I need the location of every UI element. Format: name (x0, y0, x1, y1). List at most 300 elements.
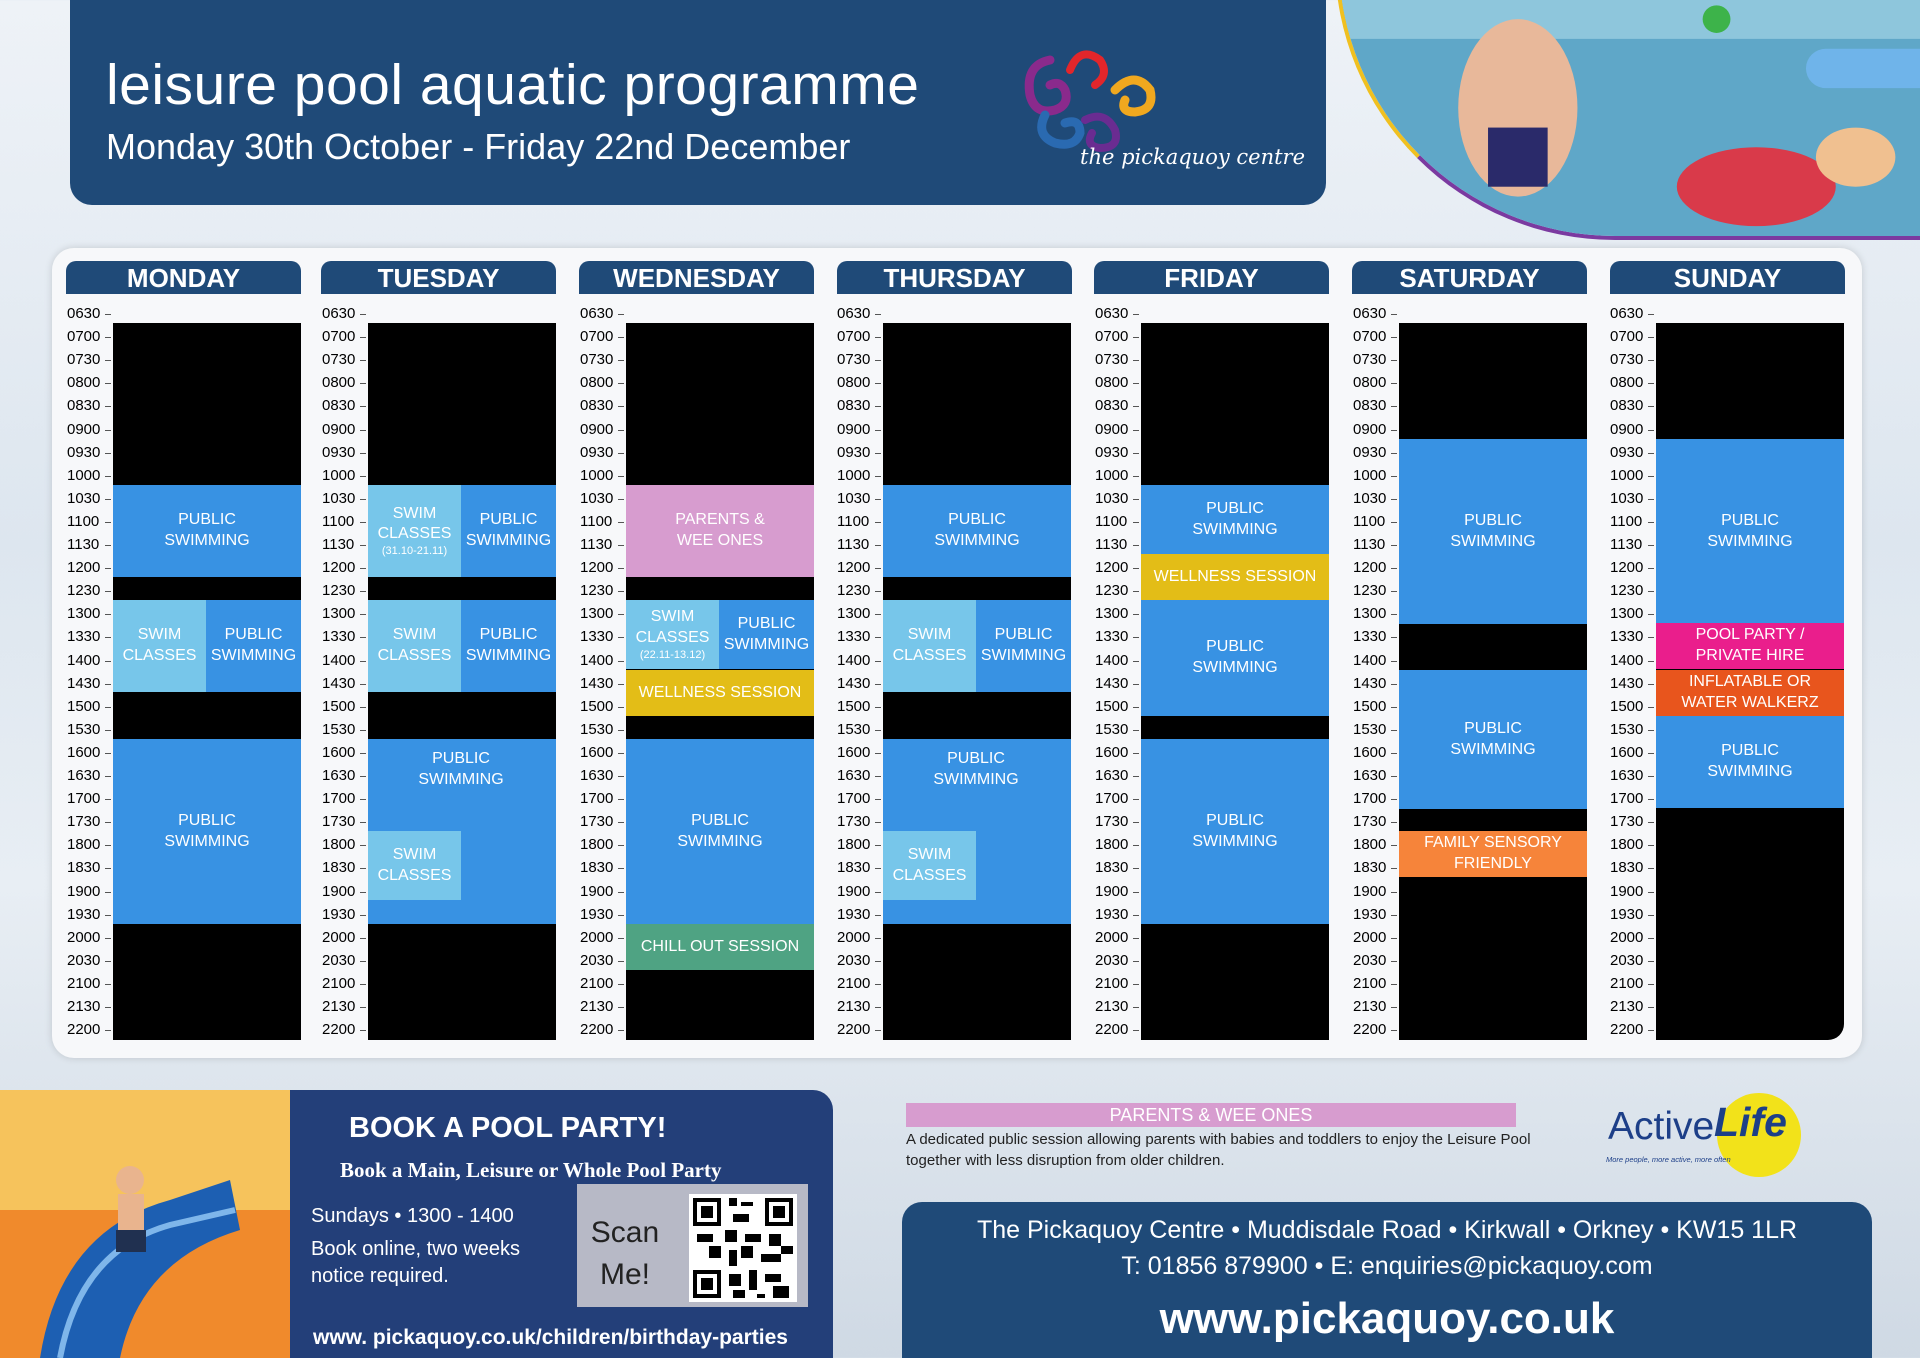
time-label: 2200 (580, 1022, 626, 1038)
time-label: 1030 (67, 491, 113, 507)
time-label: 0900 (1095, 422, 1141, 438)
time-label: 1800 (1095, 837, 1141, 853)
session-label: PARENTS & WEE ONES (675, 511, 765, 549)
header-photo (1335, 0, 1920, 240)
time-label: 2130 (67, 999, 113, 1015)
session-block-pub[interactable] (883, 485, 1071, 577)
time-label: 1800 (837, 837, 883, 853)
time-label: 1000 (67, 468, 113, 484)
time-label: 2030 (1610, 953, 1656, 969)
time-label: 0800 (1610, 375, 1656, 391)
session-label: SWIM CLASSES (892, 845, 967, 884)
session-block-chill[interactable] (626, 924, 814, 970)
time-label: 1030 (837, 491, 883, 507)
time-label: 1230 (1095, 583, 1141, 599)
session-block-pub[interactable] (206, 600, 301, 692)
time-label: 0830 (1610, 398, 1656, 414)
session-note: (31.10-21.11) (381, 545, 448, 558)
time-label: 0900 (580, 422, 626, 438)
time-label: 1230 (1610, 583, 1656, 599)
time-label: 1500 (1610, 699, 1656, 715)
session-label: SWIM CLASSES (377, 504, 452, 543)
time-label: 2000 (1610, 930, 1656, 946)
day-header-saturday: SATURDAY (1352, 261, 1587, 294)
time-label: 1200 (1353, 560, 1399, 576)
time-label: 1400 (1095, 653, 1141, 669)
time-label: 0800 (67, 375, 113, 391)
time-label: 1330 (837, 629, 883, 645)
session-block-well[interactable] (626, 670, 814, 716)
time-label: 1530 (1095, 722, 1141, 738)
active-life-life: Life (1714, 1099, 1787, 1145)
time-label: 0630 (1095, 306, 1141, 322)
time-label: 1830 (67, 860, 113, 876)
time-label: 0630 (580, 306, 626, 322)
time-label: 2000 (322, 930, 368, 946)
time-label: 1330 (1353, 629, 1399, 645)
session-block-swim[interactable] (883, 831, 976, 900)
time-label: 1630 (580, 768, 626, 784)
time-label: 1630 (67, 768, 113, 784)
time-label: 1230 (1353, 583, 1399, 599)
time-label: 1500 (837, 699, 883, 715)
time-label: 2130 (322, 999, 368, 1015)
time-label: 1330 (580, 629, 626, 645)
time-label: 0800 (580, 375, 626, 391)
time-label: 1400 (837, 653, 883, 669)
session-note: (22.11-13.12) (639, 648, 706, 661)
time-label: 1430 (67, 676, 113, 692)
time-label: 1600 (1095, 745, 1141, 761)
session-block-pub[interactable] (461, 600, 556, 692)
session-block-pub[interactable] (113, 485, 301, 577)
session-label: PUBLIC SWIMMING (677, 811, 763, 850)
time-label: 1000 (1095, 468, 1141, 484)
time-label: 1000 (1610, 468, 1656, 484)
time-label: 0930 (1610, 445, 1656, 461)
time-label: 1430 (1095, 676, 1141, 692)
time-label: 1700 (837, 791, 883, 807)
time-label: 1700 (580, 791, 626, 807)
time-label: 2200 (1353, 1022, 1399, 1038)
time-label: 1900 (837, 884, 883, 900)
time-label: 1530 (1353, 722, 1399, 738)
session-label: PUBLIC SWIMMING (164, 811, 250, 850)
time-label: 1900 (322, 884, 368, 900)
session-block-pub[interactable] (1399, 670, 1587, 809)
time-label: 1600 (322, 745, 368, 761)
time-label: 1600 (837, 745, 883, 761)
session-label: SWIM CLASSES (635, 608, 710, 646)
time-label: 2130 (1095, 999, 1141, 1015)
time-label: 1200 (837, 560, 883, 576)
time-label: 0730 (1095, 352, 1141, 368)
session-label: PUBLIC SWIMMING (465, 626, 552, 664)
session-label: PUBLIC SWIMMING (934, 511, 1020, 549)
time-label: 0900 (67, 422, 113, 438)
session-block-pub[interactable] (719, 600, 814, 669)
schedule-column-thursday (883, 323, 1071, 1040)
time-label: 1630 (1610, 768, 1656, 784)
time-label: 2130 (1610, 999, 1656, 1015)
schedule-column-tuesday (368, 323, 556, 1040)
time-label: 2000 (67, 930, 113, 946)
time-label: 1130 (1610, 537, 1656, 553)
session-label: PUBLIC SWIMMING (465, 511, 552, 549)
time-label: 0730 (1610, 352, 1656, 368)
time-label: 0700 (1610, 329, 1656, 345)
session-label: PUBLIC SWIMMING (1707, 742, 1793, 780)
session-block-swim[interactable] (368, 831, 461, 900)
time-label: 1600 (1353, 745, 1399, 761)
time-label: 2100 (322, 976, 368, 992)
session-label: WELLNESS SESSION (638, 683, 802, 701)
pool-party-subtitle: Book a Main, Leisure or Whole Pool Party (340, 1158, 722, 1182)
session-label: SWIM CLASSES (122, 626, 197, 664)
time-label: 1830 (322, 860, 368, 876)
session-block-pub[interactable] (626, 739, 814, 924)
time-label: 2000 (1095, 930, 1141, 946)
time-label: 1730 (580, 814, 626, 830)
contact-address: The Pickaquoy Centre • Muddisdale Road • Kirkwall • Orkney • KW15 1LR (976, 1216, 1798, 1244)
time-label: 0630 (1610, 306, 1656, 322)
time-label: 1500 (322, 699, 368, 715)
time-label: 1600 (67, 745, 113, 761)
time-label: 1130 (1095, 537, 1141, 553)
time-label: 1700 (322, 791, 368, 807)
time-label: 1000 (580, 468, 626, 484)
slide-photo (0, 1090, 290, 1358)
time-label: 2100 (67, 976, 113, 992)
session-block-pub[interactable] (1141, 600, 1329, 716)
time-label: 1730 (67, 814, 113, 830)
session-block-well[interactable] (1141, 554, 1329, 600)
time-label: 1630 (837, 768, 883, 784)
pool-party-when: Sundays • 1300 - 1400 (311, 1205, 514, 1227)
time-label: 0730 (322, 352, 368, 368)
time-label: 0830 (322, 398, 368, 414)
time-label: 2200 (837, 1022, 883, 1038)
time-label: 1130 (67, 537, 113, 553)
time-label: 1200 (1610, 560, 1656, 576)
time-label: 0900 (1610, 422, 1656, 438)
time-label: 0930 (67, 445, 113, 461)
time-label: 0900 (837, 422, 883, 438)
session-label: PUBLIC SWIMMING (1192, 638, 1278, 676)
session-block-swim[interactable] (626, 600, 719, 669)
session-label: PUBLIC SWIMMING (980, 626, 1067, 664)
time-label: 1900 (580, 884, 626, 900)
time-label: 0800 (837, 375, 883, 391)
session-label: FAMILY SENSORY FRIENDLY (1424, 834, 1562, 872)
time-label: 0830 (580, 398, 626, 414)
time-label: 1630 (322, 768, 368, 784)
time-label: 0900 (322, 422, 368, 438)
session-block-pub[interactable] (1656, 716, 1844, 808)
time-label: 1000 (1353, 468, 1399, 484)
time-label: 0930 (322, 445, 368, 461)
session-block-pub[interactable] (113, 739, 301, 924)
time-label: 0730 (580, 352, 626, 368)
time-label: 1130 (837, 537, 883, 553)
session-label: PUBLIC SWIMMING (1192, 499, 1278, 538)
qr-box[interactable] (577, 1184, 808, 1307)
time-label: 1930 (1353, 907, 1399, 923)
time-label: 1830 (1095, 860, 1141, 876)
time-label: 1530 (322, 722, 368, 738)
time-label: 1930 (1610, 907, 1656, 923)
session-block-swim[interactable] (883, 600, 976, 692)
time-label: 1030 (1353, 491, 1399, 507)
session-label: PUBLIC SWIMMING (1450, 719, 1536, 758)
session-block-pub[interactable] (1141, 485, 1329, 554)
session-block-pub[interactable] (1656, 439, 1844, 624)
time-label: 1830 (1610, 860, 1656, 876)
contact-box (902, 1202, 1872, 1358)
session-block-pub[interactable] (461, 485, 556, 577)
schedule-column-monday (113, 323, 301, 1040)
legend-description: A dedicated public session allowing parents with babies and toddlers to enjoy the Leisure Pool together with less disruption from older children. (906, 1131, 1531, 1169)
time-label: 2130 (1353, 999, 1399, 1015)
session-label: POOL PARTY / PRIVATE HIRE (1695, 626, 1805, 664)
page-subtitle: Monday 30th October - Friday 22nd December (106, 126, 851, 167)
session-block-pub[interactable] (1141, 739, 1329, 924)
time-label: 1730 (322, 814, 368, 830)
session-block-pwo[interactable] (626, 485, 814, 577)
time-label: 1300 (1610, 606, 1656, 622)
time-label: 1930 (322, 907, 368, 923)
time-label: 1230 (580, 583, 626, 599)
time-label: 1800 (322, 837, 368, 853)
time-label: 1300 (837, 606, 883, 622)
time-label: 1000 (322, 468, 368, 484)
time-label: 1700 (1353, 791, 1399, 807)
time-label: 0930 (837, 445, 883, 461)
time-label: 1900 (1095, 884, 1141, 900)
time-label: 2130 (837, 999, 883, 1015)
session-block-pp[interactable] (1656, 623, 1844, 669)
day-header-wednesday: WEDNESDAY (579, 261, 814, 294)
session-block-pub[interactable] (976, 600, 1071, 692)
time-label: 0830 (1095, 398, 1141, 414)
time-label: 0930 (1353, 445, 1399, 461)
time-label: 1030 (322, 491, 368, 507)
active-life-logo (1604, 1087, 1804, 1177)
time-label: 1030 (1610, 491, 1656, 507)
session-label: PUBLIC SWIMMING (933, 750, 1019, 788)
time-label: 1730 (1353, 814, 1399, 830)
qr-code-icon[interactable] (689, 1194, 797, 1302)
time-label: 0830 (837, 398, 883, 414)
time-label: 0830 (1353, 398, 1399, 414)
time-label: 1600 (580, 745, 626, 761)
time-label: 0800 (1095, 375, 1141, 391)
session-label: SWIM CLASSES (892, 626, 967, 664)
time-label: 1030 (580, 491, 626, 507)
time-label: 2030 (580, 953, 626, 969)
active-life-active: Active (1608, 1105, 1715, 1148)
time-label: 1800 (67, 837, 113, 853)
session-label: PUBLIC SWIMMING (418, 750, 504, 788)
time-label: 1100 (837, 514, 883, 530)
time-label: 2000 (1353, 930, 1399, 946)
time-label: 1300 (67, 606, 113, 622)
time-label: 1930 (1095, 907, 1141, 923)
website-link[interactable]: www.pickaquoy.co.uk (1159, 1294, 1615, 1343)
session-label: INFLATABLE OR WATER WALKERZ (1681, 673, 1819, 711)
session-block-swim[interactable] (368, 600, 461, 692)
time-label: 1130 (322, 537, 368, 553)
day-header-friday: FRIDAY (1094, 261, 1329, 294)
scan-me-label: Scan Me! (590, 1216, 660, 1291)
time-label: 1100 (580, 514, 626, 530)
time-label: 1400 (580, 653, 626, 669)
time-label: 0800 (322, 375, 368, 391)
time-label: 1130 (1353, 537, 1399, 553)
time-label: 1330 (1610, 629, 1656, 645)
time-label: 0900 (1353, 422, 1399, 438)
time-label: 1030 (1095, 491, 1141, 507)
time-label: 0630 (1353, 306, 1399, 322)
time-label: 1100 (1353, 514, 1399, 530)
time-label: 1800 (580, 837, 626, 853)
time-label: 1900 (1610, 884, 1656, 900)
time-label: 1100 (1095, 514, 1141, 530)
time-label: 0630 (322, 306, 368, 322)
day-header-sunday: SUNDAY (1610, 261, 1845, 294)
pool-party-title: BOOK A POOL PARTY! (349, 1112, 667, 1144)
logo-text: the pickaquoy centre (1080, 145, 1306, 169)
time-label: 1430 (1610, 676, 1656, 692)
contact-phone-email[interactable]: T: 01856 879900 • E: enquiries@pickaquoy.com (1121, 1252, 1653, 1280)
session-label: SWIM CLASSES (377, 845, 452, 884)
schedule-column-saturday (1399, 323, 1587, 1040)
time-label: 1400 (67, 653, 113, 669)
time-label: 1300 (1353, 606, 1399, 622)
header-banner (70, 0, 1326, 205)
time-label: 1530 (1610, 722, 1656, 738)
time-label: 1400 (1353, 653, 1399, 669)
time-label: 1330 (1095, 629, 1141, 645)
time-label: 0630 (67, 306, 113, 322)
time-label: 1300 (580, 606, 626, 622)
time-label: 0800 (1353, 375, 1399, 391)
time-label: 1100 (67, 514, 113, 530)
time-label: 1100 (1610, 514, 1656, 530)
time-label: 1630 (1095, 768, 1141, 784)
time-label: 1400 (1610, 653, 1656, 669)
time-label: 1230 (837, 583, 883, 599)
time-label: 0700 (67, 329, 113, 345)
time-label: 2000 (580, 930, 626, 946)
time-label: 1200 (322, 560, 368, 576)
session-label: PUBLIC SWIMMING (723, 614, 810, 653)
time-label: 1430 (837, 676, 883, 692)
session-label: PUBLIC SWIMMING (1192, 811, 1278, 850)
time-label: 1500 (580, 699, 626, 715)
time-label: 0930 (1095, 445, 1141, 461)
time-label: 1700 (1095, 791, 1141, 807)
time-label: 0730 (1353, 352, 1399, 368)
session-block-inf[interactable] (1656, 670, 1844, 716)
time-label: 1900 (67, 884, 113, 900)
session-block-pub[interactable] (1399, 439, 1587, 624)
time-label: 1400 (322, 653, 368, 669)
time-label: 0730 (837, 352, 883, 368)
time-label: 1230 (67, 583, 113, 599)
time-label: 1900 (1353, 884, 1399, 900)
time-label: 1930 (67, 907, 113, 923)
pool-party-booking: Book online, two weeks notice required. (311, 1238, 521, 1287)
time-label: 0700 (322, 329, 368, 345)
time-label: 1830 (837, 860, 883, 876)
time-label: 1930 (837, 907, 883, 923)
session-label: CHILL OUT SESSION (640, 937, 800, 955)
time-label: 2100 (580, 976, 626, 992)
time-label: 1500 (1353, 699, 1399, 715)
time-label: 2030 (322, 953, 368, 969)
legend-title: PARENTS & WEE ONES (906, 1103, 1516, 1127)
time-label: 1430 (1353, 676, 1399, 692)
time-label: 0700 (837, 329, 883, 345)
session-label: PUBLIC SWIMMING (1707, 511, 1793, 550)
time-label: 1330 (67, 629, 113, 645)
time-label: 2030 (1353, 953, 1399, 969)
time-label: 2100 (1095, 976, 1141, 992)
time-label: 2000 (837, 930, 883, 946)
time-label: 1630 (1353, 768, 1399, 784)
time-label: 1530 (580, 722, 626, 738)
time-label: 0730 (67, 352, 113, 368)
time-label: 1200 (1095, 560, 1141, 576)
time-label: 2100 (1610, 976, 1656, 992)
pool-party-link[interactable]: www. pickaquoy.co.uk/children/birthday-parties (313, 1326, 788, 1349)
time-label: 2200 (67, 1022, 113, 1038)
time-label: 1800 (1610, 837, 1656, 853)
time-label: 0630 (837, 306, 883, 322)
session-block-fam[interactable] (1399, 831, 1587, 877)
session-label: PUBLIC SWIMMING (164, 511, 250, 549)
time-label: 1600 (1610, 745, 1656, 761)
session-block-swim[interactable] (368, 485, 461, 577)
time-label: 1830 (580, 860, 626, 876)
time-label: 1430 (580, 676, 626, 692)
time-label: 0930 (580, 445, 626, 461)
schedule-column-wednesday (626, 323, 814, 1040)
time-label: 1200 (580, 560, 626, 576)
time-label: 2200 (322, 1022, 368, 1038)
time-label: 1930 (580, 907, 626, 923)
time-label: 1200 (67, 560, 113, 576)
time-label: 1330 (322, 629, 368, 645)
time-label: 0830 (67, 398, 113, 414)
session-label: PUBLIC SWIMMING (210, 626, 297, 664)
time-label: 1300 (322, 606, 368, 622)
session-label: WELLNESS SESSION (1153, 567, 1317, 585)
session-block-swim[interactable] (113, 600, 206, 692)
time-label: 1730 (1610, 814, 1656, 830)
time-label: 1000 (837, 468, 883, 484)
time-label: 1500 (67, 699, 113, 715)
time-label: 1730 (837, 814, 883, 830)
time-label: 1730 (1095, 814, 1141, 830)
page-title: leisure pool aquatic programme (106, 53, 920, 117)
time-label: 0700 (1353, 329, 1399, 345)
time-label: 1130 (580, 537, 626, 553)
time-label: 1700 (1610, 791, 1656, 807)
time-label: 0700 (580, 329, 626, 345)
session-label: SWIM CLASSES (377, 626, 452, 664)
